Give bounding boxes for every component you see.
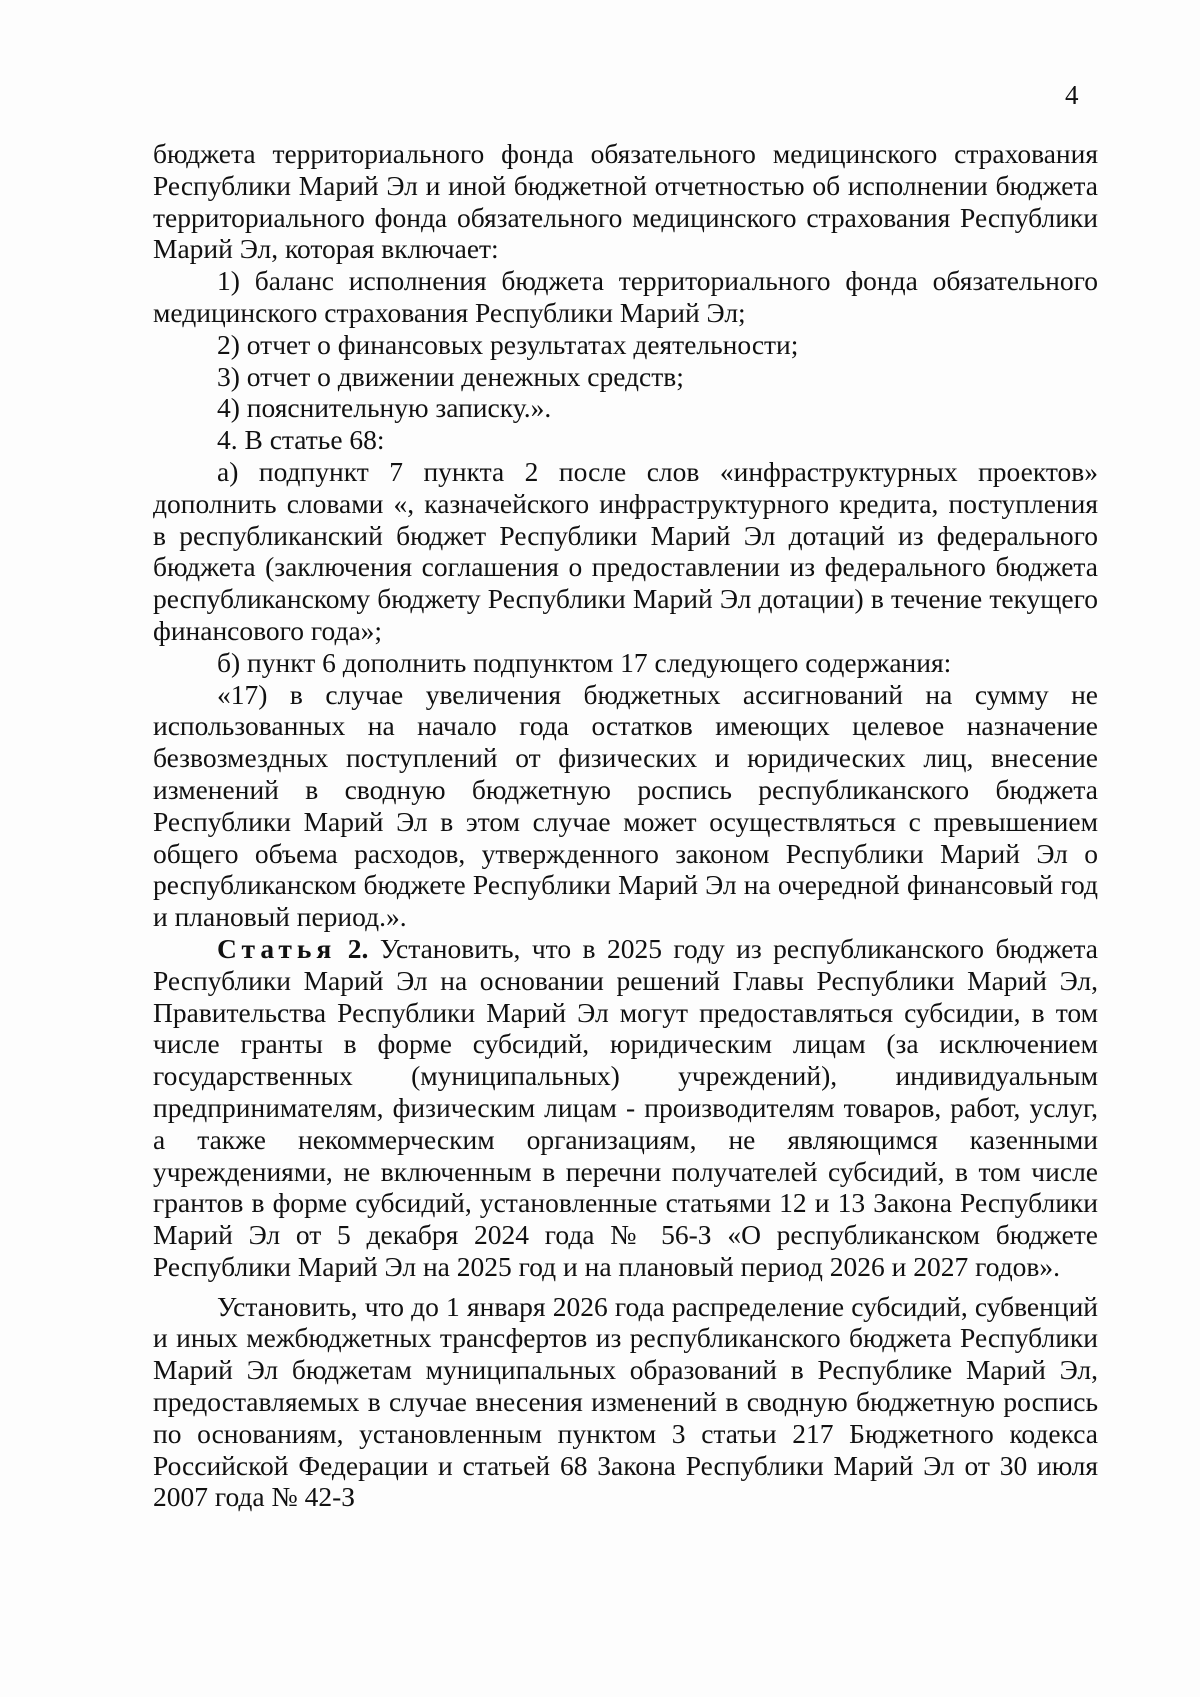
list-item-cash-flow: 3) отчет о движении денежных средств; [217,360,684,392]
article-2-text: Установить, что в 2025 году из республиканского бюджета Республики Марий Эл на основании решений Главы Республики Марий Эл, Правительства Республики Марий Эл могут предоставляться субсидии, в том числе гранты в форме субсидий, юридическим лицам (за исключением государственных (муниципальных) учреждений), индивидуальным предпринимателям, физическим лицам - производителям товаров, работ, услуг, а также некоммерческим организациям, не являющимся казенными учреждениями, не включенным в перечни получателей субсидий, в том числе грантов в форме субсидий, установленные статьями 12 и 13 Закона Республики Марий Эл от 5 декабря 2024 года № 56-З «О республиканском бюджете Республики Марий Эл на 2025 год и на плановый период 2026 и 2027 годов». [153,932,1098,1282]
article-2-title: Статья [217,932,337,964]
paragraph-article-68-heading: 4. В статье 68: [217,424,385,456]
paragraph-subitem-b: б) пункт 6 дополнить подпунктом 17 следующего содержания: [217,646,952,678]
list-item-financial-results: 2) отчет о финансовых результатах деятельности; [217,328,799,360]
document-body [153,138,1098,1513]
article-2-number: 2. [347,932,369,964]
paragraph-continuation: бюджета территориального фонда обязательного медицинского страхования Республики Марий Эл и иной бюджетной отчетностью об исполнении бюджета территориального фонда обязательного медицинского страхования Республики Марий Эл, которая включает: [153,138,1098,265]
paragraph-distribution: Установить, что до 1 января 2026 года распределение субсидий, субвенций и иных межбюджетных трансфертов из республиканского бюджета Республики Марий Эл бюджетам муниципальных образований в Республике Марий Эл, предоставляемых в случае внесения изменений в сводную бюджетную роспись по основаниям, установленным пунктом 3 статьи 217 Бюджетного кодекса Российской Федерации и статьей 68 Закона Республики Марий Эл от 30 июля 2007 года № 42-З [153,1290,1098,1513]
paragraph-subitem-a: а) подпункт 7 пункта 2 после слов «инфраструктурных проектов» дополнить словами «, казначейского инфраструктурного кредита, поступления в республиканский бюджет Республики Марий Эл дотаций из федерального бюджета (заключения соглашения о предоставлении из федерального бюджета республиканскому бюджету Республики Марий Эл дотации) в течение текущего финансового года»; [153,455,1098,646]
list-item-balance: 1) баланс исполнения бюджета территориального фонда обязательного медицинского страхования Республики Марий Эл; [153,265,1098,328]
paragraph-article-2 [153,933,1098,1283]
paragraph-item-17: «17) в случае увеличения бюджетных ассигнований на сумму не использованных на начало года остатков имеющих целевое назначение безвозмездных поступлений от физических и юридических лиц, внесение изменений в сводную бюджетную роспись республиканского бюджета Республики Марий Эл в этом случае может осуществляться с превышением общего объема расходов, утвержденного законом Республики Марий Эл о республиканском бюджете Республики Марий Эл на очередной финансовый год и плановый период.». [153,678,1098,933]
list-item-explanatory-note: 4) пояснительную записку.». [217,392,552,424]
page-number: 4 [1065,80,1079,110]
